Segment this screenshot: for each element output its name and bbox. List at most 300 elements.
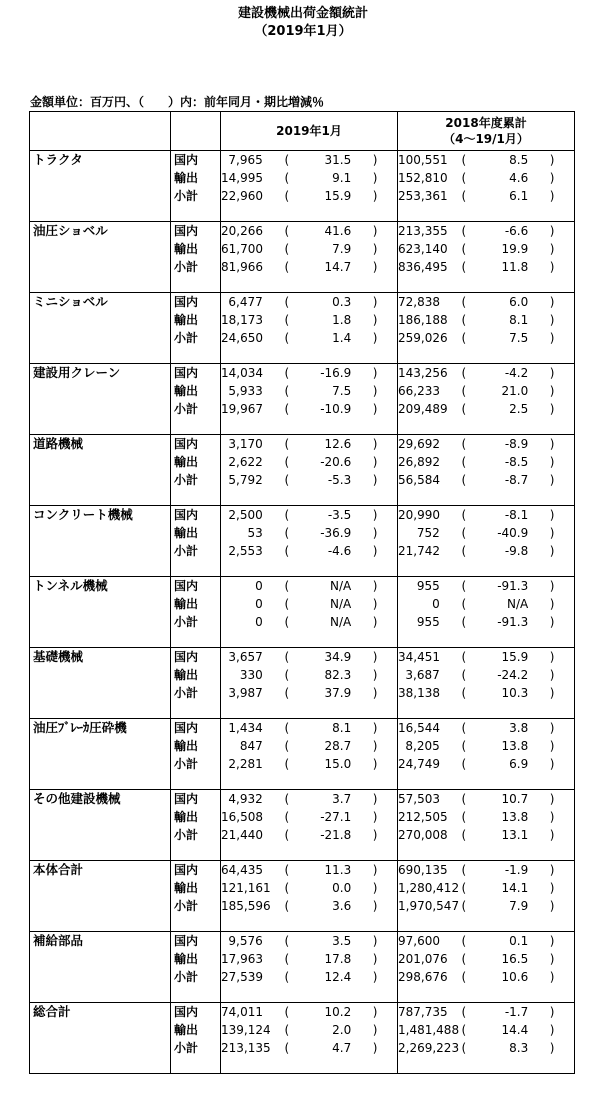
open-paren: ( [461,881,467,895]
category-name [30,879,171,897]
open-paren: ( [265,1003,309,1022]
category-name [30,950,171,968]
close-paren: ) [353,364,397,383]
open-paren: ( [265,648,309,667]
close-paren: ) [353,382,397,400]
close-paren: ) [530,932,574,951]
cumulative-rate: 7.5 [509,331,529,345]
month-value: 3,657 [221,648,265,667]
row-kind: 国内 [171,151,221,170]
month-value: 121,161 [221,881,271,895]
close-paren: ) [353,542,397,560]
open-paren: ( [461,526,467,540]
month-rate: N/A [330,597,352,611]
close-paren: ) [353,719,397,738]
open-paren: ( [461,189,467,203]
month-value: 19,967 [221,402,263,416]
close-paren: ) [353,435,397,454]
row-kind: 国内 [171,861,221,880]
spacer-cell [486,489,530,506]
month-rate: 12.4 [324,970,352,984]
spacer-cell [530,1057,574,1074]
spacer-cell [442,986,486,1003]
close-paren: ) [353,808,397,826]
open-paren: ( [461,739,467,753]
close-paren: ) [530,755,574,773]
table-row [30,364,575,383]
spacer-cell [486,1057,530,1074]
spacer-cell [442,418,486,435]
open-paren: ( [442,932,486,951]
header-month: 2019年1月 [221,112,398,151]
close-paren: ) [530,187,574,205]
spacer-cell [265,276,309,293]
cumulative-value: 20,990 [398,506,442,525]
table-row [30,382,575,400]
cumulative-rate: -4.2 [486,364,530,383]
cumulative-rate: 10.7 [486,790,530,809]
open-paren: ( [284,686,290,700]
cumulative-rate: 6.1 [509,189,529,203]
open-paren: ( [461,402,467,416]
open-paren: ( [284,810,290,824]
spacer-cell [530,489,574,506]
open-paren: ( [442,506,486,525]
month-rate: 2.0 [332,1023,352,1037]
table-row [30,737,575,755]
month-value: 3,170 [221,435,265,454]
cumulative-rate: 6.9 [509,757,529,771]
close-paren: ) [530,364,574,383]
row-kind: 小計 [171,258,221,276]
month-rate: 7.5 [332,384,352,398]
cumulative-value: 72,838 [398,293,442,312]
category-name [30,897,171,915]
close-paren: ) [530,382,574,400]
open-paren: ( [284,384,290,398]
cumulative-value: 201,076 [398,952,448,966]
spacer-cell [530,631,574,648]
close-paren: ) [530,950,574,968]
spacer-cell [30,1057,171,1074]
spacer-cell [442,1057,486,1074]
spacer-cell [398,702,442,719]
open-paren: ( [265,932,309,951]
table-row [30,240,575,258]
spacer-row [30,489,575,506]
spacer-cell [486,631,530,648]
open-paren: ( [461,313,467,327]
category-name: トンネル機械 [30,577,171,596]
spacer-cell [442,702,486,719]
month-value: 22,960 [221,189,263,203]
spacer-cell [221,631,265,648]
cumulative-value: 1,970,547 [398,899,460,913]
month-value: 139,124 [221,1023,271,1037]
cumulative-rate: 10.6 [501,970,529,984]
category-name [30,968,171,986]
spacer-cell [309,773,353,790]
spacer-cell [442,347,486,364]
month-value: 53 [247,526,263,540]
spacer-cell [442,631,486,648]
close-paren: ) [530,524,574,542]
header-blank-name [30,112,171,151]
open-paren: ( [265,222,309,241]
spacer-cell [398,560,442,577]
month-value: 27,539 [221,970,263,984]
open-paren: ( [461,668,467,682]
category-name [30,1039,171,1057]
open-paren: ( [461,970,467,984]
spacer-cell [30,631,171,648]
spacer-row [30,418,575,435]
open-paren: ( [284,881,290,895]
spacer-cell [353,560,397,577]
open-paren: ( [284,242,290,256]
table-row [30,932,575,951]
table-row [30,293,575,312]
row-kind: 輸出 [171,595,221,613]
cumulative-rate: -8.1 [486,506,530,525]
spacer-cell [486,844,530,861]
cumulative-rate: 10.3 [501,686,529,700]
close-paren: ) [530,151,574,170]
row-kind: 小計 [171,755,221,773]
open-paren: ( [461,952,467,966]
cumulative-value: 752 [416,526,440,540]
spacer-cell [398,418,442,435]
close-paren: ) [530,719,574,738]
close-paren: ) [353,897,397,915]
spacer-cell [309,560,353,577]
month-value: 64,435 [221,861,265,880]
table-row [30,400,575,418]
category-name: トラクタ [30,151,171,170]
close-paren: ) [353,1021,397,1039]
cumulative-rate: -91.3 [486,577,530,596]
table-row [30,879,575,897]
spacer-row [30,844,575,861]
spacer-row [30,347,575,364]
spacer-cell [309,844,353,861]
spacer-cell [398,1057,442,1074]
spacer-cell [353,631,397,648]
cumulative-value: 213,355 [398,222,442,241]
close-paren: ) [353,790,397,809]
month-rate: -20.6 [320,455,352,469]
open-paren: ( [461,260,467,274]
spacer-cell [530,276,574,293]
table-row [30,577,575,596]
month-value: 61,700 [221,242,263,256]
month-value: 74,011 [221,1003,265,1022]
month-value: 2,500 [221,506,265,525]
month-value: 14,995 [221,171,263,185]
close-paren: ) [353,240,397,258]
spacer-row [30,773,575,790]
row-kind: 輸出 [171,382,221,400]
month-rate: 9.1 [332,171,352,185]
spacer-cell [486,986,530,1003]
month-value: 24,650 [221,331,263,345]
month-value: 847 [239,739,263,753]
spacer-cell [171,631,221,648]
spacer-cell [309,702,353,719]
spacer-cell [309,1057,353,1074]
month-rate: N/A [309,577,353,596]
close-paren: ) [353,950,397,968]
open-paren: ( [284,331,290,345]
row-kind: 小計 [171,187,221,205]
spacer-row [30,986,575,1003]
open-paren: ( [442,222,486,241]
category-name: 建設用クレーン [30,364,171,383]
month-rate: -27.1 [320,810,352,824]
spacer-cell [221,702,265,719]
category-name: その他建設機械 [30,790,171,809]
table-row [30,311,575,329]
open-paren: ( [284,526,290,540]
spacer-cell [171,347,221,364]
close-paren: ) [353,666,397,684]
table-row [30,861,575,880]
table-row [30,790,575,809]
table-row [30,222,575,241]
table-row [30,151,575,170]
spacer-cell [309,276,353,293]
category-name [30,311,171,329]
close-paren: ) [530,684,574,702]
cumulative-rate: -8.9 [486,435,530,454]
close-paren: ) [530,311,574,329]
spacer-cell [171,773,221,790]
month-value: 0 [255,597,263,611]
spacer-cell [530,702,574,719]
spacer-cell [265,773,309,790]
open-paren: ( [461,544,467,558]
open-paren: ( [265,861,309,880]
spacer-cell [171,418,221,435]
table-row [30,684,575,702]
close-paren: ) [530,435,574,454]
spacer-cell [309,347,353,364]
open-paren: ( [461,455,467,469]
row-kind: 国内 [171,790,221,809]
category-name: コンクリート機械 [30,506,171,525]
cumulative-value: 21,742 [398,544,440,558]
cumulative-rate: -8.5 [504,455,529,469]
row-kind: 輸出 [171,666,221,684]
open-paren: ( [284,1041,290,1055]
spacer-cell [530,418,574,435]
close-paren: ) [353,524,397,542]
spacer-cell [171,915,221,932]
row-kind: 輸出 [171,311,221,329]
cumulative-value: 1,481,488 [398,1023,460,1037]
category-name [30,453,171,471]
close-paren: ) [353,329,397,347]
month-rate: 11.3 [309,861,353,880]
spacer-cell [530,915,574,932]
month-value: 213,135 [221,1041,271,1055]
spacer-cell [171,560,221,577]
month-rate: 12.6 [309,435,353,454]
table-row [30,808,575,826]
spacer-cell [353,773,397,790]
month-rate: N/A [330,615,352,629]
month-value: 21,440 [221,828,263,842]
spacer-cell [530,560,574,577]
spacer-cell [265,1057,309,1074]
spacer-cell [398,773,442,790]
row-kind: 小計 [171,684,221,702]
cumulative-rate: 6.0 [486,293,530,312]
spacer-cell [398,844,442,861]
open-paren: ( [284,828,290,842]
spacer-cell [309,418,353,435]
month-value: 14,034 [221,364,265,383]
row-kind: 小計 [171,542,221,560]
month-value: 7,965 [228,153,263,167]
close-paren: ) [353,506,397,525]
open-paren: ( [265,506,309,525]
close-paren: ) [530,222,574,241]
row-kind: 国内 [171,506,221,525]
close-paren: ) [530,471,574,489]
spacer-cell [30,418,171,435]
spacer-cell [221,560,265,577]
cumulative-rate: -9.8 [504,544,529,558]
spacer-cell [486,347,530,364]
spacer-cell [530,773,574,790]
cumulative-value: 298,676 [398,970,448,984]
row-kind: 国内 [171,1003,221,1022]
table-row [30,648,575,667]
spacer-cell [353,702,397,719]
row-kind: 国内 [171,293,221,312]
cumulative-value: 100,551 [398,153,448,167]
spacer-cell [221,986,265,1003]
spacer-cell [398,489,442,506]
spacer-cell [265,986,309,1003]
close-paren: ) [530,861,574,880]
spacer-cell [171,276,221,293]
month-rate: 34.9 [309,648,353,667]
cumulative-rate: 2.5 [509,402,529,416]
spacer-cell [530,347,574,364]
spacer-cell [30,489,171,506]
open-paren: ( [461,331,467,345]
close-paren: ) [530,648,574,667]
cumulative-value: 56,584 [398,473,440,487]
spacer-cell [486,560,530,577]
month-rate: 1.4 [332,331,352,345]
open-paren: ( [284,952,290,966]
cumulative-value: 57,503 [398,790,442,809]
spacer-cell [486,205,530,222]
spacer-cell [265,418,309,435]
month-value: 17,963 [221,952,263,966]
close-paren: ) [530,666,574,684]
month-value: 1,434 [221,719,265,738]
table-row [30,435,575,454]
open-paren: ( [284,153,290,167]
month-rate: 0.0 [332,881,352,895]
month-value: 2,622 [228,455,263,469]
table-row [30,755,575,773]
category-name [30,187,171,205]
spacer-cell [353,489,397,506]
spacer-cell [171,205,221,222]
open-paren: ( [461,810,467,824]
spacer-cell [442,773,486,790]
month-rate: 14.7 [324,260,352,274]
header-cumulative-line2: （4～19/1月） [443,132,529,146]
month-rate: -3.5 [309,506,353,525]
cumulative-rate: 14.4 [501,1023,529,1037]
category-name [30,169,171,187]
spacer-cell [221,489,265,506]
cumulative-value: 0 [432,597,440,611]
month-rate: 15.9 [324,189,352,203]
spacer-cell [221,1057,265,1074]
close-paren: ) [353,471,397,489]
spacer-cell [221,347,265,364]
table-row [30,542,575,560]
month-value: 2,553 [228,544,263,558]
cumulative-rate: 16.5 [501,952,529,966]
cumulative-value: 38,138 [398,686,440,700]
close-paren: ) [530,577,574,596]
category-name: 油圧ﾌﾞﾚｰｶ圧砕機 [30,719,171,738]
open-paren: ( [461,828,467,842]
close-paren: ) [353,151,397,170]
spacer-cell [353,276,397,293]
open-paren: ( [461,153,467,167]
month-value: 5,933 [228,384,263,398]
month-rate: 3.5 [309,932,353,951]
cumulative-value: 253,361 [398,189,448,203]
month-rate: 10.2 [309,1003,353,1022]
category-name [30,400,171,418]
spacer-cell [486,915,530,932]
document-title: 建設機械出荷金額統計 [237,6,368,21]
month-rate: 4.7 [332,1041,352,1055]
row-kind: 輸出 [171,453,221,471]
month-rate: -21.8 [320,828,352,842]
spacer-cell [171,489,221,506]
spacer-cell [221,844,265,861]
month-rate: 3.6 [332,899,352,913]
spacer-cell [30,347,171,364]
open-paren: ( [461,757,467,771]
month-rate: -36.9 [320,526,352,540]
table-row [30,187,575,205]
category-name [30,755,171,773]
spacer-cell [171,844,221,861]
open-paren: ( [284,455,290,469]
spacer-cell [398,915,442,932]
cumulative-value: 836,495 [398,260,448,274]
spacer-cell [30,205,171,222]
spacer-cell [398,205,442,222]
category-name: 総合計 [30,1003,171,1022]
close-paren: ) [353,1003,397,1022]
row-kind: 小計 [171,613,221,631]
row-kind: 小計 [171,968,221,986]
row-kind: 国内 [171,577,221,596]
